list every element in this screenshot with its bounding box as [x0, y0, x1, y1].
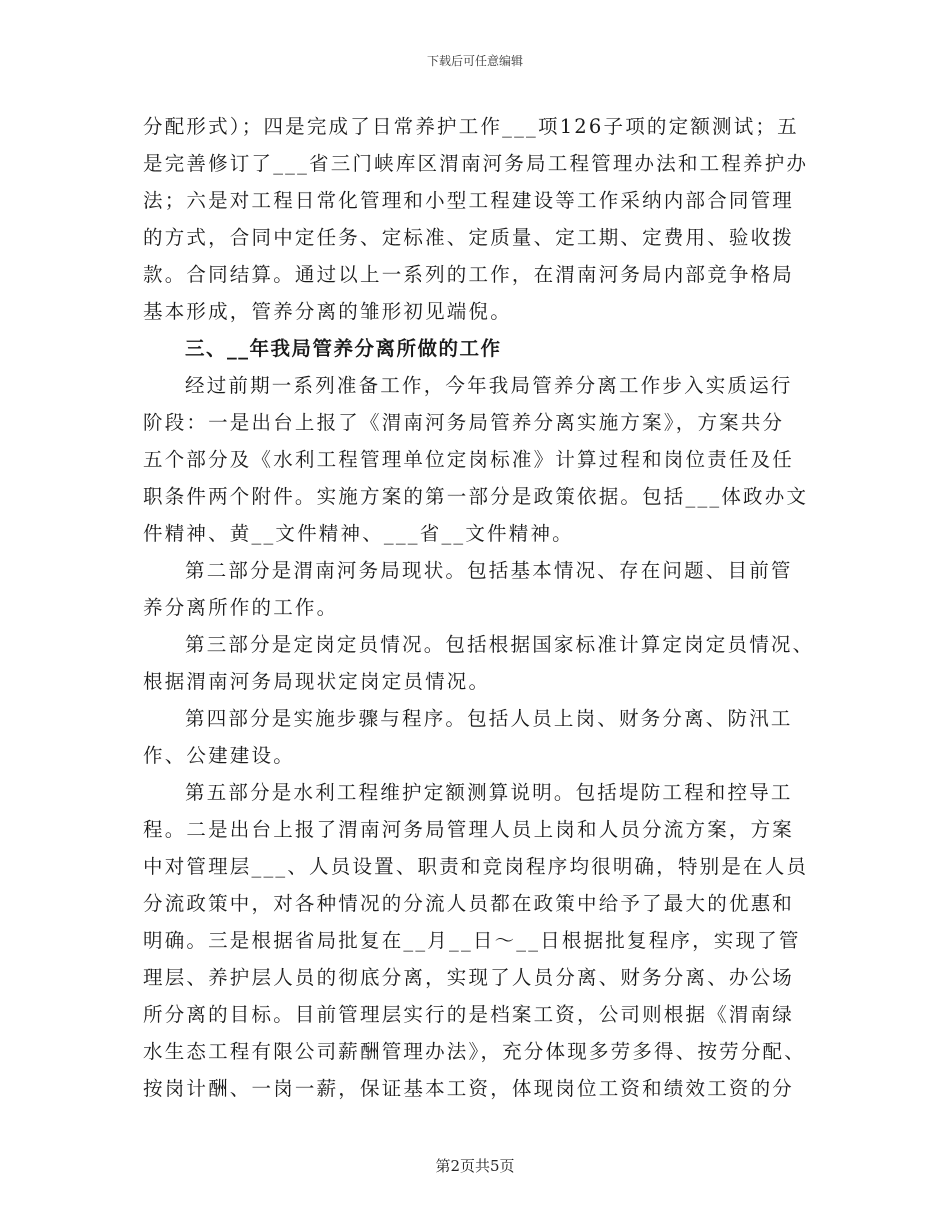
body-line: 款。合同结算。通过以上一系列的工作，在渭南河务局内部竞争格局: [143, 263, 795, 286]
body-line: 基本形成，管养分离的雏形初见端倪。: [143, 300, 512, 323]
body-line: 的方式，合同中定任务、定标准、定质量、定工期、定费用、验收拨: [143, 226, 795, 249]
body-line: 第二部分是渭南河务局现状。包括基本情况、存在问题、目前管: [185, 559, 793, 582]
body-line: 养分离所作的工作。: [143, 596, 339, 619]
body-line: 所分离的目标。目前管理层实行的是档案工资，公司则根据《渭南绿: [143, 1003, 795, 1026]
body-line: 第五部分是水利工程维护定额测算说明。包括堤防工程和控导工: [185, 781, 793, 804]
body-line: 分配形式）；四是完成了日常养护工作___项126子项的定额测试；五: [143, 115, 799, 138]
body-line: 阶段：一是出台上报了《渭南河务局管养分离实施方案》，方案共分: [143, 411, 785, 434]
body-line: 作、公建建设。: [143, 744, 295, 767]
page-header: 下载后可任意编辑: [426, 54, 523, 68]
body-line: 件精神、黄__文件精神、___省__文件精神。: [143, 522, 574, 545]
section-heading: 三、__年我局管养分离所做的工作: [185, 337, 502, 360]
body-line: 分流政策中，对各种情况的分流人员都在政策中给予了最大的优惠和: [143, 892, 795, 915]
body-line: 是完善修订了___省三门峡库区渭南河务局工程管理办法和工程养护办: [143, 152, 809, 175]
body-line: 按岗计酬、一岗一薪，保证基本工资，体现岗位工资和绩效工资的分: [143, 1077, 795, 1100]
body-line: 第四部分是实施步骤与程序。包括人员上岗、财务分离、防汛工: [185, 707, 793, 730]
body-line: 程。二是出台上报了渭南河务局管理人员上岗和人员分流方案，方案: [143, 818, 795, 841]
body-line: 水生态工程有限公司薪酬管理办法》，充分体现多劳多得、按劳分配、: [143, 1040, 806, 1063]
page-number: 第2页共5页: [435, 1157, 515, 1175]
body-line: 根据渭南河务局现状定岗定员情况。: [143, 670, 491, 693]
body-line: 中对管理层___、人员设置、职责和竞岗程序均很明确，特别是在人员: [143, 855, 809, 878]
body-line: 法；六是对工程日常化管理和小型工程建设等工作采纳内部合同管理: [143, 189, 795, 212]
body-line: 五个部分及《水利工程管理单位定岗标准》计算过程和岗位责任及任: [143, 448, 795, 471]
body-line: 第三部分是定岗定员情况。包括根据国家标准计算定岗定员情况、: [185, 633, 815, 656]
body-line: 职条件两个附件。实施方案的第一部分是政策依据。包括___体政办文: [143, 485, 809, 508]
body-line: 理层、养护层人员的彻底分离，实现了人员分离、财务分离、办公场: [143, 966, 795, 989]
body-line: 明确。三是根据省局批复在__月__日～__日根据批复程序，实现了管: [143, 929, 801, 952]
body-line: 经过前期一系列准备工作，今年我局管养分离工作步入实质运行: [185, 374, 793, 397]
document-body: [143, 108, 815, 1107]
